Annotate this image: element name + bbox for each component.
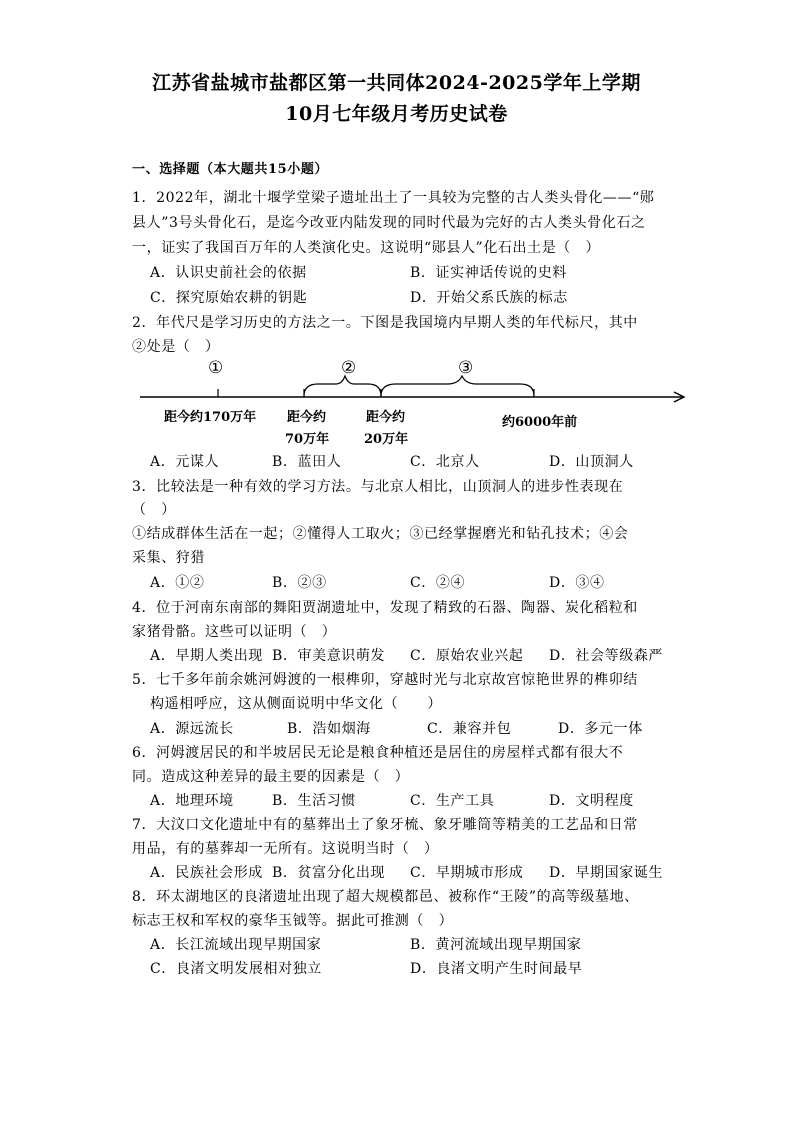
question-6-line: 6．河姆渡居民的和半坡居民无论是粮食种植还是居住的房屋样式都有很大不 <box>132 745 624 761</box>
question-4-option-b: B．审美意识萌发 <box>272 648 386 664</box>
timeline-label-70-a: 距今约 <box>287 410 327 425</box>
exam-title-line1: 江苏省盐城市盐都区第一共同体2024-2025学年上学期 <box>152 72 641 94</box>
question-8-option-a: A．长江流域出现早期国家 <box>150 937 322 953</box>
timeline-label-20-b: 20万年 <box>364 432 409 447</box>
question-6-option-c: C．生产工具 <box>410 793 495 809</box>
question-2-option-d: D．山顶洞人 <box>549 454 634 470</box>
exam-title-line2: 10月七年级月考历史试卷 <box>285 103 508 125</box>
brace-3 <box>381 376 534 396</box>
question-1-option-a: A．认识史前社会的依据 <box>150 265 307 281</box>
question-1-option-b: B．证实神话传说的史料 <box>410 265 567 281</box>
question-5-option-a: A．源远流长 <box>150 721 234 737</box>
question-4-option-c: C．原始农业兴起 <box>410 648 524 664</box>
question-8-option-c: C．良渚文明发展相对独立 <box>150 961 322 977</box>
question-8-line: 标志王权和军权的豪华玉钺等。据此可推测（ ） <box>132 913 454 929</box>
question-3-option-d: D．③④ <box>549 575 605 591</box>
question-2-option-c: C．北京人 <box>410 454 480 470</box>
timeline-label-20-a: 距今约 <box>366 410 406 425</box>
section-heading: 一、选择题（本大题共15小题） <box>132 162 329 177</box>
question-6-option-d: D．文明程度 <box>549 793 634 809</box>
question-3-option-b: B．②③ <box>272 575 327 591</box>
question-2-option-a: A．元谋人 <box>150 454 220 470</box>
timeline-marker-1: ① <box>208 358 224 378</box>
question-6-line: 同。造成这种差异的最主要的因素是（ ） <box>132 769 410 785</box>
timeline-arrow <box>674 392 684 402</box>
timeline-label-70-b: 70万年 <box>285 432 330 447</box>
question-1-option-c: C．探究原始农耕的钥匙 <box>150 290 308 306</box>
question-7-line: 7．大汶口文化遗址中有的墓葬出土了象牙梳、象牙雕筒等精美的工艺品和日常 <box>132 817 638 833</box>
question-5-line: 5．七千多年前余姚河姆渡的一根榫卯，穿越时光与北京故宫惊艳世界的榫卯结 <box>132 672 638 688</box>
question-7-option-a: A．民族社会形成 <box>150 865 263 881</box>
brace-2 <box>304 376 381 396</box>
question-3-line: 采集、狩猎 <box>132 550 205 566</box>
question-8-option-d: D．良渚文明产生时间最早 <box>410 961 583 977</box>
question-4-line: 4．位于河南东南部的舞阳贾湖遗址中，发现了精致的石器、陶器、炭化稻粒和 <box>132 600 638 616</box>
question-3-line: ①结成群体生活在一起；②懂得人工取火；③已经掌握磨光和钻孔技术；④会 <box>132 526 629 542</box>
question-6-option-b: B．生活习惯 <box>272 793 356 809</box>
timeline-label-6000: 约6000年前 <box>502 415 578 430</box>
question-7-option-c: C．早期城市形成 <box>410 865 524 881</box>
question-3-option-a: A．①② <box>150 575 205 591</box>
question-1-line: 1．2022年，湖北十堰学堂梁子遗址出土了一具较为完整的古人类头骨化——“郧 <box>132 190 655 206</box>
question-5-option-c: C．兼容并包 <box>427 721 512 737</box>
question-7-line: 用品，有的墓葬却一无所有。这说明当时（ ） <box>132 841 439 857</box>
question-1-option-d: D．开始父系氏族的标志 <box>410 290 568 306</box>
timeline-label-170: 距今约170万年 <box>164 410 257 425</box>
question-4-option-d: D．社会等级森严 <box>549 648 664 664</box>
question-5-option-b: B．浩如烟海 <box>287 721 371 737</box>
question-4-option-a: A．早期人类出现 <box>150 648 263 664</box>
question-4-line: 家猪骨骼。这些可以证明（ ） <box>132 624 337 640</box>
question-7-option-b: B．贫富分化出现 <box>272 865 386 881</box>
question-5-line: 构遥相呼应，这从侧面说明中华文化（ ） <box>150 696 442 712</box>
timeline-marker-3: ③ <box>458 358 474 378</box>
question-1-line: 一，证实了我国百万年的人类演化史。这说明“郧县人”化石出土是（ ） <box>132 240 601 256</box>
timeline-marker-2: ② <box>341 358 357 378</box>
question-8-line: 8．环太湖地区的良渚遗址出现了超大规模都邑、被称作“王陵”的高等级墓地、 <box>132 889 639 905</box>
question-5-option-d: D．多元一体 <box>558 721 643 737</box>
question-2-line: ②处是（ ） <box>132 339 220 355</box>
question-8-option-b: B．黄河流域出现早期国家 <box>410 937 582 953</box>
question-2-option-b: B．蓝田人 <box>272 454 342 470</box>
question-7-option-d: D．早期国家诞生 <box>549 865 664 881</box>
question-6-option-a: A．地理环境 <box>150 793 234 809</box>
question-1-line: 县人”3号头骨化石，是迄今改亚内陆发现的同时代最为完好的古人类头骨化石之 <box>132 215 646 231</box>
question-3-line: 3．比较法是一种有效的学习方法。与北京人相比，山顶洞人的进步性表现在 <box>132 479 624 495</box>
question-3-option-c: C．②④ <box>410 575 466 591</box>
question-3-line: （ ） <box>132 502 176 518</box>
question-2-line: 2．年代尺是学习历史的方法之一。下图是我国境内早期人类的年代标尺，其中 <box>132 315 638 331</box>
